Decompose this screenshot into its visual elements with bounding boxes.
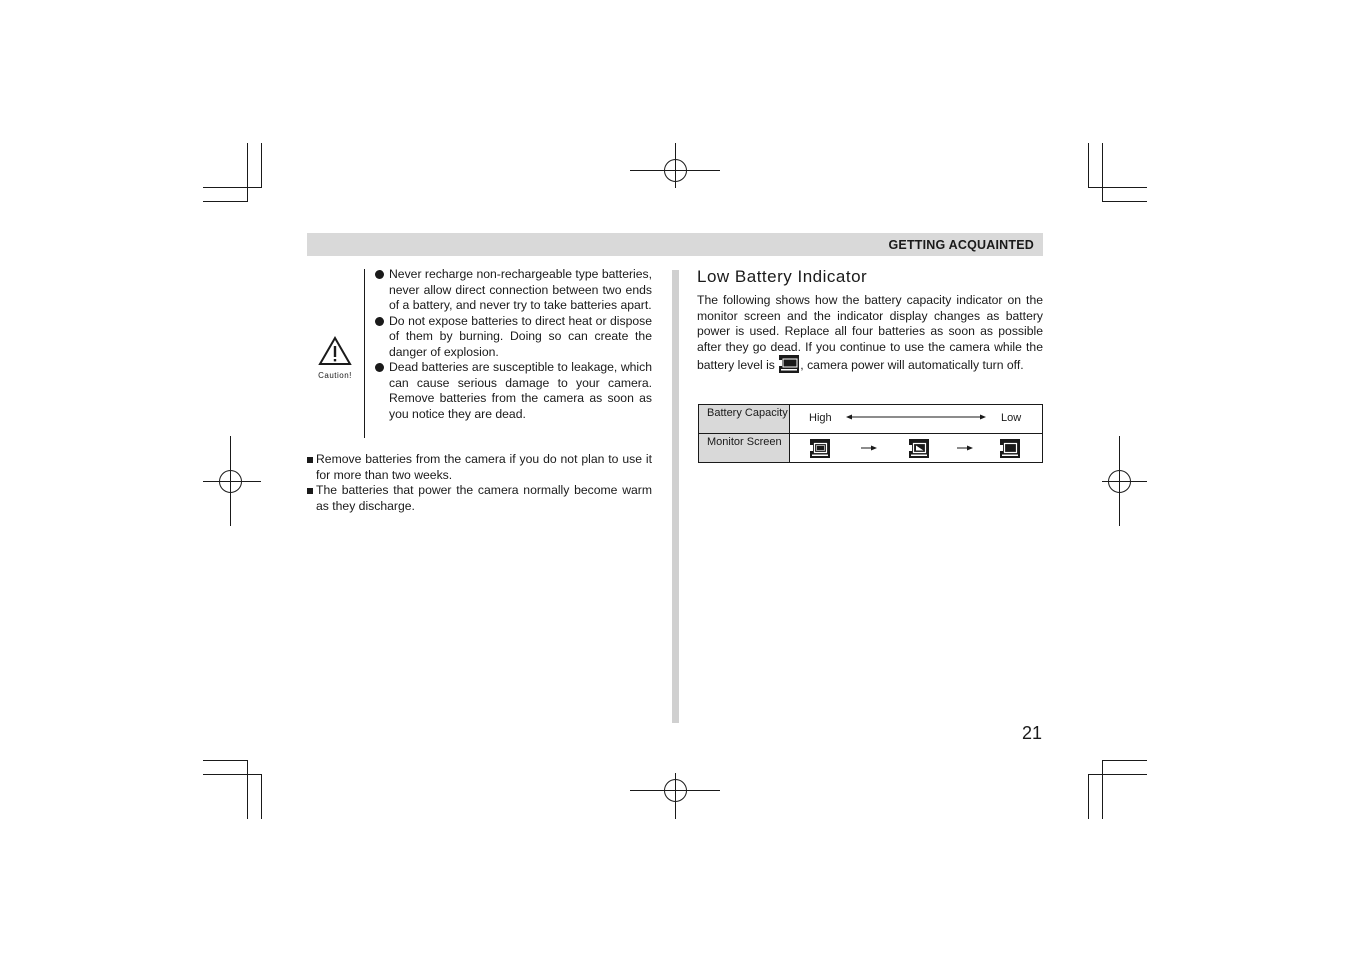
low-battery-description: The following shows how the battery capacity indicator on the monitor screen and the indicator display changes as battery power is used. Replace all four batteries as soon as possible after they go dead. If you continue to use the camera while the battery level is , camera power will automatically turn off. [697,293,1043,372]
battery-full-icon [810,439,830,458]
section-header-bar [307,233,1043,256]
caution-label: Caution! [318,371,352,380]
arrow-right-icon [957,444,973,452]
battery-empty-icon [1000,439,1020,458]
note-list [306,452,652,514]
battery-capacity-table [698,404,1043,463]
note-item: The batteries that power the camera normally become warm as they discharge. [306,483,652,514]
bullet-dot-icon [375,317,384,326]
page-number: 21 [1022,723,1043,743]
double-arrow-icon [846,413,986,421]
bullet-square-icon [307,488,313,494]
battery-empty-icon [779,355,799,373]
arrow-right-icon [861,444,877,452]
caution-separator [364,269,365,438]
caution-list [374,267,652,422]
caution-item: Dead batteries are susceptible to leakage, which can cause serious damage to your camera. Remove batteries from the camera as soon as you notice they are dead. [374,360,652,422]
table-row [699,434,1042,462]
column-divider [672,270,679,723]
bullet-dot-icon [375,363,384,372]
battery-capacity-header: Battery Capacity [699,405,790,433]
caution-item: Do not expose batteries to direct heat or dispose of them by burning. Doing so can create the danger of explosion. [374,314,652,361]
note-item: Remove batteries from the camera if you do not plan to use it for more than two weeks. [306,452,652,483]
capacity-low-label: Low [1001,412,1022,424]
battery-half-icon [909,439,929,458]
capacity-high-label: High [809,412,832,424]
bullet-dot-icon [375,270,384,279]
warning-triangle-icon [318,336,352,366]
caution-symbol [315,336,355,380]
monitor-screen-header: Monitor Screen [699,434,790,462]
table-row [699,405,1042,434]
caution-item: Never recharge non-rechargeable type batteries, never allow direct connection between two ends of a battery, and never try to take batteries apart. [374,267,652,314]
section-title: GETTING ACQUAINTED [888,238,1034,252]
low-battery-title: Low Battery Indicator [697,267,868,286]
bullet-square-icon [307,457,313,463]
